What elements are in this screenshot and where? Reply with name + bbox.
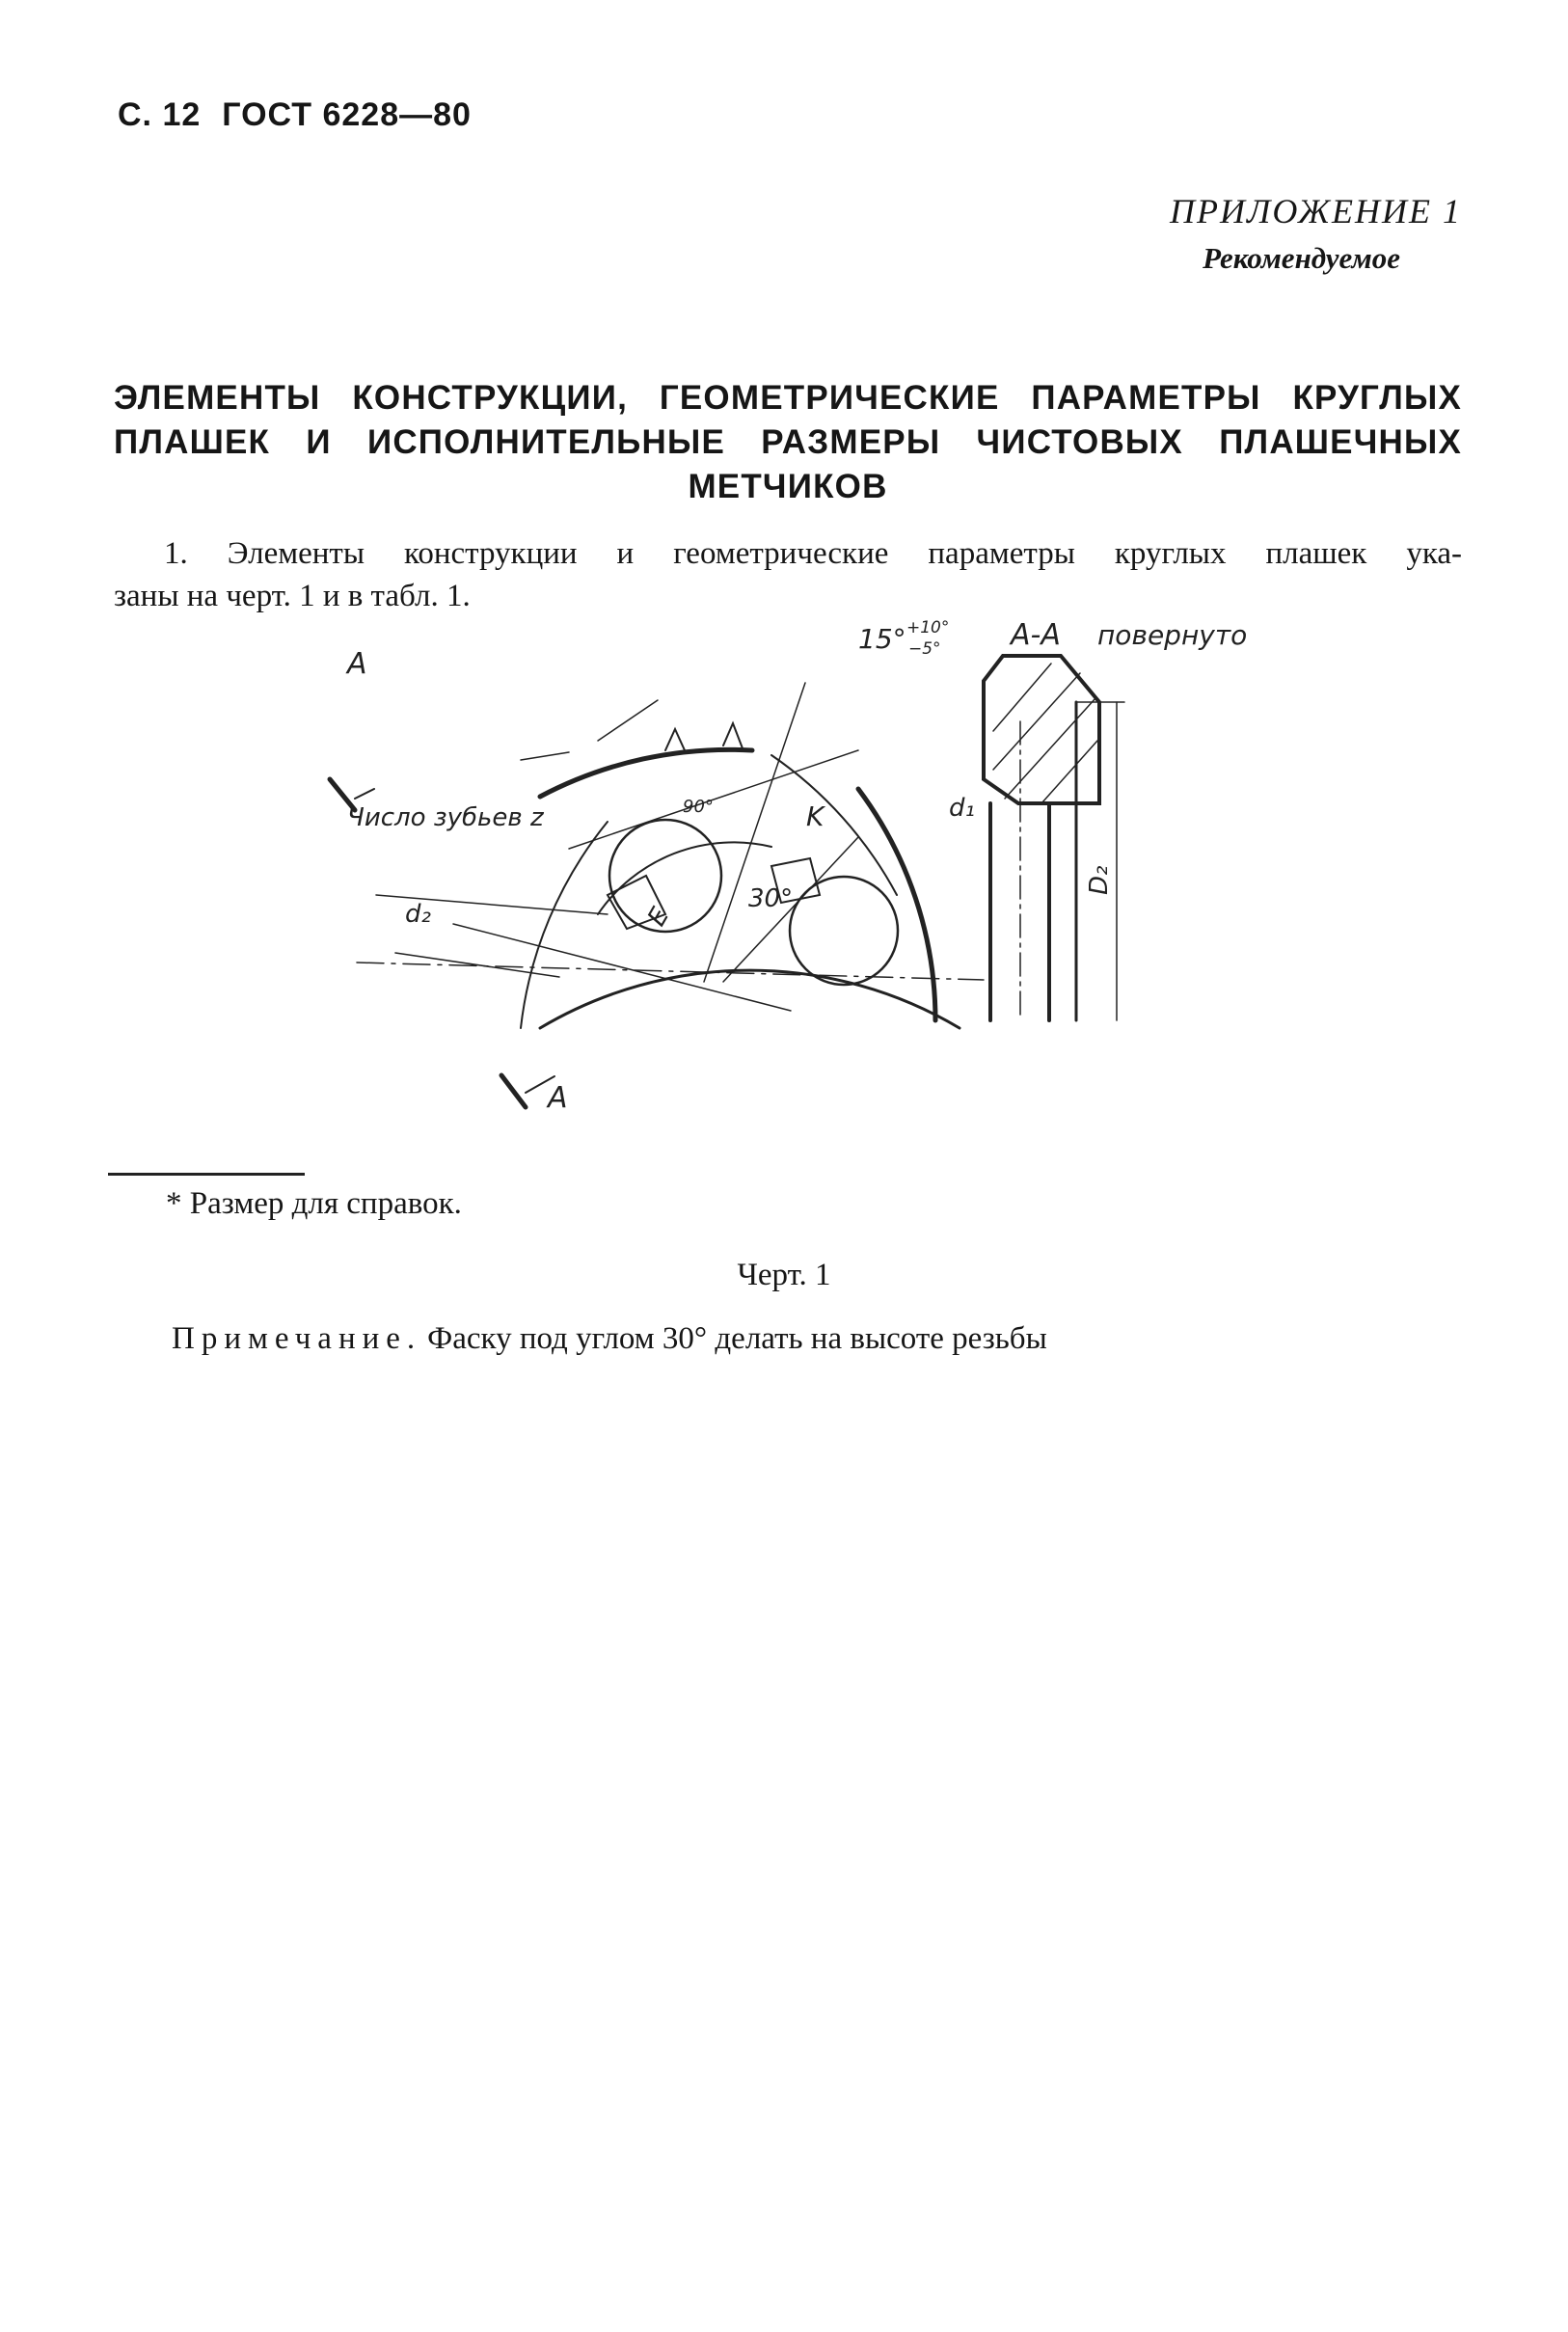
appendix-title: ПРИЛОЖЕНИЕ 1: [1170, 192, 1462, 230]
paragraph-line-1: 1. Элементы конструкции и геометрические параметры круглых плашек ука-: [164, 536, 1462, 571]
angle-leader-2: [521, 752, 569, 760]
section-title: [114, 376, 1462, 509]
section-arrow-top: [355, 789, 374, 799]
label-K: K: [806, 800, 825, 832]
page-number: С. 12: [118, 96, 202, 133]
section-view-body: [984, 656, 1099, 803]
label-angle-tol-minus: −5°: [908, 639, 941, 659]
document-code: ГОСТ 6228—80: [222, 96, 472, 133]
label-angle-90: 90°: [683, 797, 714, 817]
label-teeth-count: Число зубьев z: [347, 803, 544, 832]
label-angle-tol-plus: +10°: [906, 618, 950, 637]
label-d1: d₁: [949, 794, 975, 823]
label-d2: d₂: [405, 900, 431, 929]
appendix-subtitle: Рекомендуемое: [1203, 241, 1400, 275]
die-outer-arc-inner: [521, 822, 608, 1028]
note-prefix: Примечание.: [172, 1321, 422, 1356]
label-angle-base: 15°: [858, 623, 906, 655]
die-chamfer-arc: [771, 755, 897, 895]
label-D2: D₂: [1085, 865, 1114, 895]
section-mark-bottom: [501, 1075, 526, 1107]
figure-caption: Черт. 1: [737, 1258, 831, 1292]
page-header: [118, 96, 493, 134]
section-title-line-1: ЭЛЕМЕНТЫ КОНСТРУКЦИИ, ГЕОМЕТРИЧЕСКИЕ ПАРАМЕТРЫ КРУГЛЫХ: [114, 379, 1462, 417]
die-notch: [665, 723, 743, 750]
center-line-diagonal: [453, 924, 791, 1011]
label-section-a-bottom: A: [548, 1081, 568, 1115]
label-angle-30: 30°: [748, 884, 794, 913]
thread-bore-arc: [598, 842, 771, 914]
die-top-arc: [540, 749, 752, 797]
die-outer-arc: [540, 970, 960, 1028]
section-title-line-3: МЕТЧИКОВ: [688, 468, 888, 505]
technical-drawing: [318, 606, 1321, 1146]
paragraph-1: [114, 532, 1462, 617]
label-section-view: A-A: [1011, 618, 1061, 652]
footnote-rule: [108, 1173, 305, 1176]
label-E: E: [642, 903, 676, 932]
label-section-a-top: A: [347, 647, 367, 681]
die-right-edge: [858, 789, 935, 1020]
label-rotated: повернуто: [1097, 619, 1248, 651]
angle-leader: [598, 700, 658, 741]
section-view-hatch: [993, 664, 1097, 803]
note-text: Фаску под углом 30° делать на высоте резьбы: [427, 1321, 1047, 1356]
footnote: * Размер для справок.: [166, 1186, 462, 1221]
note: [172, 1321, 1047, 1357]
paragraph-line-2: заны на черт. 1 и в табл. 1.: [114, 579, 471, 613]
section-title-line-2: ПЛАШЕК И ИСПОЛНИТЕЛЬНЫЕ РАЗМЕРЫ ЧИСТОВЫХ ПЛАШЕЧНЫХ: [114, 423, 1462, 461]
